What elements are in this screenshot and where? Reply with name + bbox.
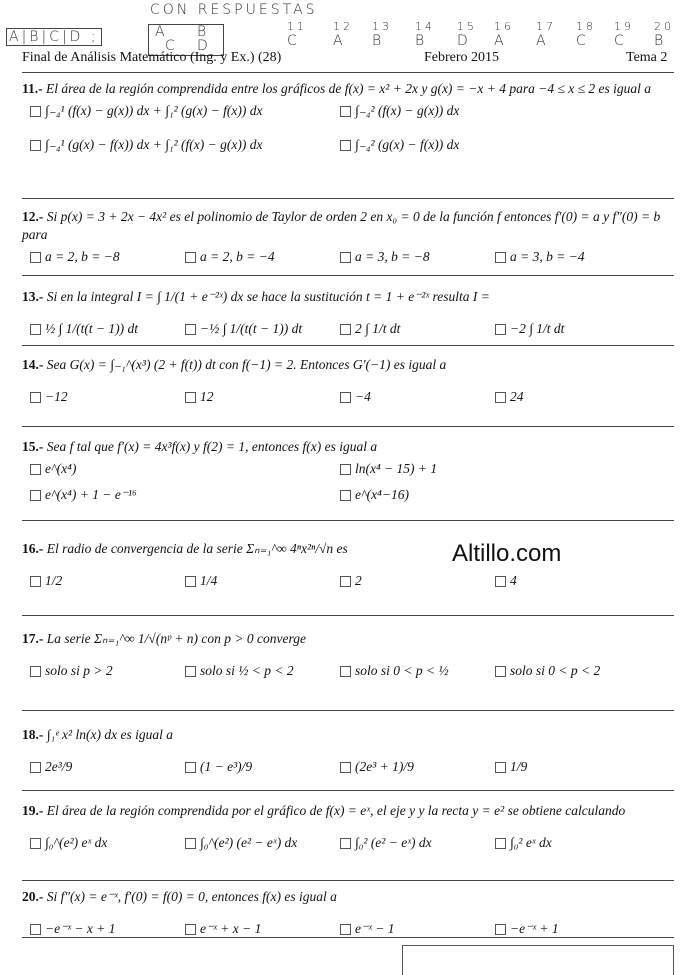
divider — [22, 790, 674, 791]
checkbox[interactable] — [340, 762, 351, 773]
answer-option[interactable] — [30, 662, 113, 680]
answer-option[interactable] — [495, 572, 517, 590]
grid-d: D — [197, 38, 211, 54]
answer-option[interactable] — [340, 460, 437, 478]
answer-letter: A — [333, 33, 346, 49]
option-text: (2e³ + 1)/9 — [355, 759, 414, 774]
checkbox[interactable] — [495, 838, 506, 849]
answer-option[interactable] — [185, 320, 302, 338]
question-text: Si f″(x) = e⁻ˣ, f′(0) = f(0) = 0, entonces f(x) es igual a — [46, 889, 337, 904]
answer-option[interactable] — [340, 102, 459, 120]
option-text: solo si p > 2 — [45, 663, 113, 678]
answer-option[interactable] — [30, 320, 138, 338]
checkbox[interactable] — [185, 392, 196, 403]
answer-option[interactable] — [340, 572, 362, 590]
option-text: ∫₀² eˣ dx — [510, 835, 552, 850]
answer-letter: C — [287, 33, 300, 49]
question-text: Si p(x) = 3 + 2x − 4x² es el polinomio de Taylor de orden 2 en x₀ = 0 de la función f entonces f′(0) = a y f″(0) = b para — [22, 209, 661, 242]
answer-option[interactable] — [30, 758, 72, 776]
option-text: 2e³/9 — [45, 759, 73, 774]
option-text: e^(x⁴) — [45, 461, 77, 476]
answer-option[interactable] — [30, 572, 62, 590]
checkbox[interactable] — [495, 762, 506, 773]
option-text: 4 — [510, 573, 517, 588]
answer-option[interactable] — [30, 486, 137, 504]
checkbox[interactable] — [30, 490, 41, 501]
question-text: La serie Σₙ₌₁^∞ 1/√(nᵖ + n) con p > 0 converge — [46, 631, 306, 646]
answer-option[interactable] — [495, 920, 559, 938]
answer-option[interactable] — [340, 834, 432, 852]
answer-option[interactable] — [495, 248, 585, 266]
option-text: (1 − e³)/9 — [200, 759, 253, 774]
checkbox[interactable] — [30, 576, 41, 587]
checkbox[interactable] — [30, 924, 41, 935]
divider — [22, 520, 674, 521]
question-number: 12.- — [22, 209, 44, 224]
question — [22, 888, 677, 942]
option-text: solo si ½ < p < 2 — [200, 663, 294, 678]
option-text: −2 ∫ 1/t dt — [510, 321, 565, 336]
checkbox[interactable] — [30, 464, 41, 475]
answer-question-number: 18 — [576, 20, 596, 33]
question-text: El área de la región comprendida entre los gráficos de f(x) = x² + 2x y g(x) = −x + 4 para −4 ≤ x ≤ 2 es igual a — [46, 81, 652, 96]
checkbox[interactable] — [185, 324, 196, 335]
question-number: 19.- — [22, 803, 44, 818]
answer-question-number: 14 — [415, 20, 435, 33]
option-text: solo si 0 < p < 2 — [510, 663, 601, 678]
exam-title: Final de Análisis Matemático (Ing. y Ex.) (28) — [22, 50, 282, 65]
answer-option[interactable] — [30, 248, 120, 266]
option-text: ∫₋₄¹ (g(x) − f(x)) dx + ∫₁² (f(x) − g(x)) dx — [45, 137, 263, 152]
question-number: 16.- — [22, 541, 44, 556]
question — [22, 438, 677, 508]
question-number: 14.- — [22, 357, 44, 372]
checkbox[interactable] — [30, 324, 41, 335]
divider — [22, 198, 674, 199]
option-text: a = 2, b = −4 — [200, 249, 275, 264]
answer-question-number: 12 — [333, 20, 353, 33]
question — [22, 208, 677, 270]
answer-option[interactable] — [340, 388, 371, 406]
option-text: e^(x⁴−16) — [355, 487, 409, 502]
answer-letter: C — [614, 33, 627, 49]
question-text: El área de la región comprendida por el gráfico de f(x) = eˣ, el eje y y la recta y = e² se obtiene calculando — [46, 803, 626, 818]
checkbox[interactable] — [340, 666, 351, 677]
checkbox[interactable] — [340, 490, 351, 501]
option-text: e⁻ˣ + x − 1 — [200, 921, 262, 936]
answer-option[interactable] — [340, 486, 409, 504]
answer-option[interactable] — [185, 758, 252, 776]
checkbox[interactable] — [340, 392, 351, 403]
answer-option[interactable] — [495, 320, 564, 338]
checkbox[interactable] — [30, 838, 41, 849]
checkbox[interactable] — [30, 762, 41, 773]
question-number: 15.- — [22, 439, 44, 454]
grid-c: C — [165, 38, 178, 54]
checkbox[interactable] — [495, 252, 506, 263]
question-number: 13.- — [22, 289, 44, 304]
question — [22, 630, 677, 684]
question-text: Sea G(x) = ∫₋₁^(x³) (2 + f(t)) dt con f(−1) = 2. Entonces G′(−1) es igual a — [46, 357, 447, 372]
answer-question-number: 19 — [614, 20, 634, 33]
option-text: 1/2 — [45, 573, 63, 588]
answer-option[interactable] — [340, 248, 430, 266]
option-text: ∫₋₄¹ (f(x) − g(x)) dx + ∫₁² (g(x) − f(x)) dx — [45, 103, 263, 118]
handwritten-options-box: A|B|C|D ; — [6, 28, 102, 46]
option-text: −½ ∫ 1/(t(t − 1)) dt — [200, 321, 303, 336]
option-text: 12 — [200, 389, 214, 404]
answer-question-number: 20 — [654, 20, 674, 33]
option-text: a = 2, b = −8 — [45, 249, 120, 264]
answer-letter: C — [576, 33, 589, 49]
answer-letter: B — [415, 33, 428, 49]
checkbox[interactable] — [30, 666, 41, 677]
checkbox[interactable] — [30, 252, 41, 263]
divider — [22, 880, 674, 881]
checkbox[interactable] — [185, 762, 196, 773]
checkbox[interactable] — [340, 106, 351, 117]
checkbox[interactable] — [185, 576, 196, 587]
checkbox[interactable] — [340, 324, 351, 335]
checkbox[interactable] — [340, 576, 351, 587]
question-number: 20.- — [22, 889, 44, 904]
answer-option[interactable] — [30, 460, 76, 478]
answer-option[interactable] — [185, 572, 217, 590]
option-text: ∫₋₄² (g(x) − f(x)) dx — [355, 137, 460, 152]
answer-option[interactable] — [495, 388, 524, 406]
checkbox[interactable] — [340, 838, 351, 849]
option-text: e⁻ˣ − 1 — [355, 921, 395, 936]
option-text: e^(x⁴) + 1 − e⁻¹⁶ — [45, 487, 137, 502]
exam-date: Febrero 2015 — [424, 50, 500, 65]
option-text: ∫₀^(e²) (e² − eˣ) dx — [200, 835, 298, 850]
checkbox[interactable] — [30, 392, 41, 403]
question-number: 18.- — [22, 727, 44, 742]
answer-option[interactable] — [30, 920, 116, 938]
answer-letter: B — [372, 33, 385, 49]
question — [22, 540, 677, 594]
question-number: 11.- — [22, 81, 43, 96]
answer-option[interactable] — [185, 834, 297, 852]
question — [22, 726, 677, 780]
option-text: −e⁻ˣ + 1 — [510, 921, 559, 936]
answer-letter: A — [494, 33, 507, 49]
checkbox[interactable] — [495, 392, 506, 403]
checkbox[interactable] — [340, 140, 351, 151]
divider — [22, 345, 674, 346]
checkbox[interactable] — [185, 924, 196, 935]
checkbox[interactable] — [340, 464, 351, 475]
checkbox[interactable] — [30, 140, 41, 151]
checkbox[interactable] — [185, 838, 196, 849]
divider — [22, 426, 674, 427]
answer-question-number: 15 — [457, 20, 477, 33]
answer-question-number: 17 — [536, 20, 556, 33]
option-text: −12 — [45, 389, 68, 404]
question — [22, 802, 677, 856]
answer-option[interactable] — [185, 662, 294, 680]
option-text: ln(x⁴ − 15) + 1 — [355, 461, 438, 476]
question-text: El radio de convergencia de la serie Σₙ₌₁^∞ 4ⁿx²ⁿ/√n es — [46, 541, 348, 556]
divider — [22, 710, 674, 711]
answer-box — [402, 945, 674, 975]
option-text: ∫₋₄² (f(x) − g(x)) dx — [355, 103, 460, 118]
option-text: 1/9 — [510, 759, 528, 774]
answer-option[interactable] — [30, 102, 262, 120]
option-text: −e⁻ˣ − x + 1 — [45, 921, 116, 936]
grid-a: A — [155, 24, 168, 40]
checkbox[interactable] — [340, 252, 351, 263]
grid-b: B — [197, 24, 210, 40]
checkbox[interactable] — [495, 666, 506, 677]
checkbox[interactable] — [340, 924, 351, 935]
answer-option[interactable] — [30, 136, 262, 154]
answer-option[interactable] — [495, 662, 600, 680]
option-text: 1/4 — [200, 573, 218, 588]
answer-question-number: 16 — [494, 20, 514, 33]
question-text: Sea f tal que f′(x) = 4x³f(x) y f(2) = 1, entonces f(x) es igual a — [46, 439, 378, 454]
answer-option[interactable] — [495, 758, 527, 776]
answer-option[interactable] — [495, 834, 552, 852]
answer-option[interactable] — [185, 388, 214, 406]
checkbox[interactable] — [30, 106, 41, 117]
exam-tema: Tema 2 — [626, 50, 668, 65]
answer-option[interactable] — [30, 834, 107, 852]
checkbox[interactable] — [185, 252, 196, 263]
option-text: 2 ∫ 1/t dt — [355, 321, 401, 336]
handwritten-title: CON RESPUESTAS — [150, 2, 318, 18]
checkbox[interactable] — [495, 924, 506, 935]
option-text: −4 — [355, 389, 371, 404]
answer-question-number: 13 — [372, 20, 392, 33]
option-text: ½ ∫ 1/(t(t − 1)) dt — [45, 321, 139, 336]
divider — [22, 615, 674, 616]
watermark: Altillo.com — [452, 540, 562, 567]
answer-question-number: 11 — [287, 20, 307, 33]
option-text: ∫₀² (e² − eˣ) dx — [355, 835, 432, 850]
answer-letter: D — [457, 33, 471, 49]
question — [22, 288, 677, 342]
option-text: 2 — [355, 573, 362, 588]
option-text: a = 3, b = −4 — [510, 249, 585, 264]
answer-option[interactable] — [340, 920, 395, 938]
answer-option[interactable] — [185, 920, 261, 938]
answer-option[interactable] — [340, 320, 400, 338]
option-text: 24 — [510, 389, 524, 404]
answer-letter: A — [536, 33, 549, 49]
checkbox[interactable] — [495, 576, 506, 587]
divider — [22, 72, 674, 73]
option-text: solo si 0 < p < ½ — [355, 663, 449, 678]
answer-option[interactable] — [340, 758, 414, 776]
checkbox[interactable] — [185, 666, 196, 677]
question — [22, 80, 677, 166]
option-text: a = 3, b = −8 — [355, 249, 430, 264]
answer-letter: B — [654, 33, 667, 49]
divider — [22, 275, 674, 276]
answer-option[interactable] — [30, 388, 68, 406]
question-text: Si en la integral I = ∫ 1/(1 + e⁻²ˣ) dx se hace la sustitución t = 1 + e⁻²ˣ resulta I = — [46, 289, 490, 304]
answer-option[interactable] — [340, 662, 449, 680]
question-number: 17.- — [22, 631, 44, 646]
question-text: ∫₁ᵉ x² ln(x) dx es igual a — [46, 727, 173, 742]
answer-option[interactable] — [185, 248, 275, 266]
checkbox[interactable] — [495, 324, 506, 335]
option-text: ∫₀^(e²) eˣ dx — [45, 835, 108, 850]
answer-option[interactable] — [340, 136, 459, 154]
question — [22, 356, 677, 410]
